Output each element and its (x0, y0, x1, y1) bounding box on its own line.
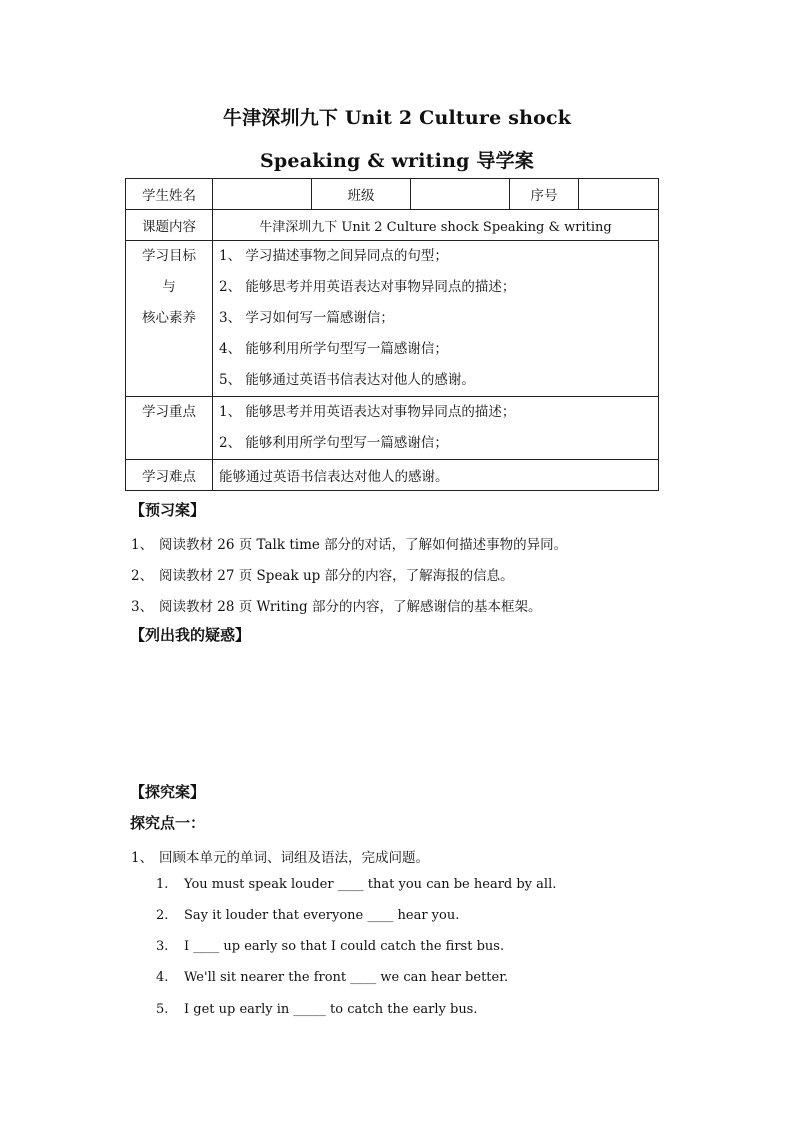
explore-task (131, 846, 429, 866)
topic-value: 牛津深圳九下 Unit 2 Culture shock Speaking & writing (213, 210, 659, 241)
info-table (125, 178, 659, 491)
question-number: 5. (156, 1002, 169, 1017)
question-item (156, 1002, 478, 1017)
key-point-item: 1、 能够思考并用英语表达对事物异同点的描述； (219, 404, 516, 420)
goal-item: 1、 学习描述事物之间异同点的句型； (219, 248, 448, 264)
preview-item-text: 阅读教材 28 页 Writing 部分的内容，了解感谢信的基本框架。 (159, 599, 542, 615)
question-text: We'll sit nearer the front ____ we can hear better. (184, 970, 509, 985)
question-text: You must speak louder ____ that you can be heard by all. (184, 877, 557, 892)
key-label (126, 397, 213, 460)
document-title-line1: 牛津深圳九下 Unit 2 Culture shock (222, 107, 572, 129)
topic-label: 课题内容 (126, 210, 213, 241)
seat-label: 序号 (510, 179, 579, 210)
preview-item-number: 2、 (131, 568, 154, 584)
explore-point-heading: 探究点一： (130, 814, 206, 832)
doubts-heading: 【列出我的疑惑】 (130, 626, 251, 644)
question-number: 3. (156, 939, 169, 954)
goal-item: 4、 能够利用所学句型写一篇感谢信； (219, 341, 448, 357)
question-number: 2. (156, 908, 169, 923)
question-item (156, 877, 556, 892)
difficulty-label: 学习难点 (126, 460, 213, 491)
explore-heading: 【探究案】 (130, 783, 206, 801)
key-point-item: 2、 能够利用所学句型写一篇感谢信； (219, 435, 448, 451)
document-title-line2: Speaking & writing 导学案 (260, 150, 534, 172)
difficulty-value: 能够通过英语书信表达对他人的感谢。 (213, 460, 659, 491)
class-field[interactable] (411, 179, 510, 210)
class-label: 班级 (312, 179, 411, 210)
question-number: 4. (156, 970, 169, 985)
key-points-list (213, 397, 659, 460)
goal-item: 3、 学习如何写一篇感谢信； (219, 310, 394, 326)
question-text: I get up early in _____ to catch the early bus. (184, 1002, 478, 1017)
key-label-text: 学习重点 (142, 404, 196, 420)
preview-item-number: 3、 (131, 599, 154, 615)
seat-field[interactable] (579, 179, 659, 210)
goals-label-line: 学习目标 (142, 248, 196, 264)
student-name-field[interactable] (213, 179, 312, 210)
question-item (156, 939, 504, 954)
goals-list (213, 241, 659, 397)
preview-item (131, 564, 514, 584)
goals-label-line: 与 (162, 279, 176, 295)
preview-item (131, 595, 541, 615)
explore-task-text: 回顾本单元的单词、词组及语法，完成问题。 (159, 850, 429, 866)
question-text: I ____ up early so that I could catch the first bus. (184, 939, 505, 954)
question-text: Say it louder that everyone ____ hear you. (184, 908, 460, 923)
preview-item-number: 1、 (131, 537, 154, 553)
goal-item: 5、 能够通过英语书信表达对他人的感谢。 (219, 372, 475, 388)
preview-item-text: 阅读教材 26 页 Talk time 部分的对话，了解如何描述事物的异同。 (159, 537, 568, 553)
question-item (156, 970, 508, 985)
preview-item (131, 533, 567, 553)
student-name-label: 学生姓名 (126, 179, 213, 210)
question-item (156, 908, 459, 923)
preview-item-text: 阅读教材 27 页 Speak up 部分的内容，了解海报的信息。 (159, 568, 514, 584)
goals-label (126, 241, 213, 397)
question-number: 1. (156, 877, 169, 892)
explore-task-number: 1、 (131, 850, 154, 866)
preview-heading: 【预习案】 (130, 501, 206, 519)
goals-label-line: 核心素养 (142, 310, 196, 326)
goal-item: 2、 能够思考并用英语表达对事物异同点的描述； (219, 279, 516, 295)
